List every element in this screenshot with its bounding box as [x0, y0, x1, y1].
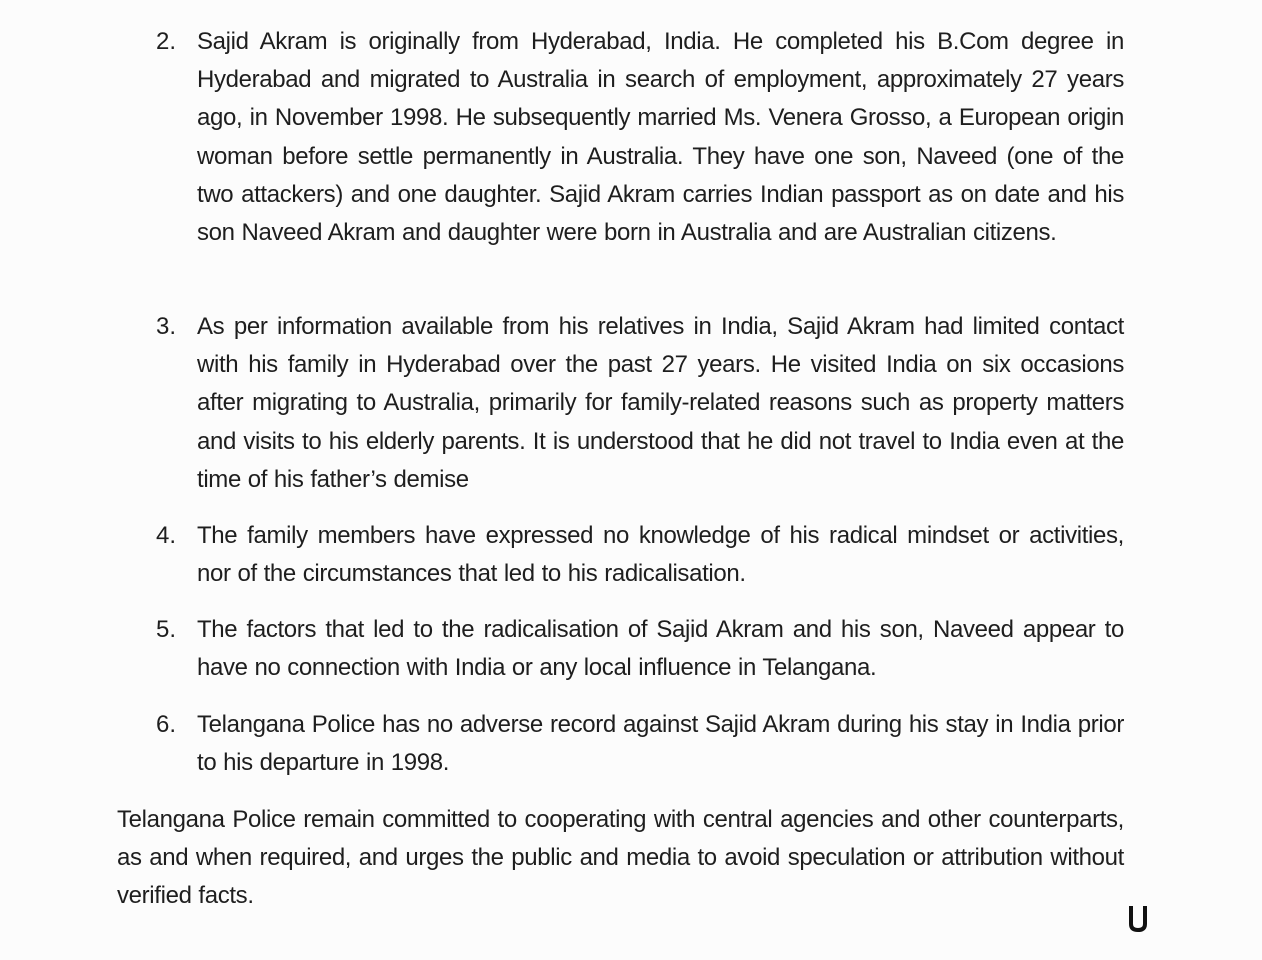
- item-number: 5.: [156, 616, 177, 643]
- scan-artifact-icon: [1128, 904, 1148, 932]
- list-item-4: [156, 517, 1124, 593]
- list-item-2: [156, 23, 1124, 252]
- item-number: 2.: [156, 28, 177, 55]
- item-text: The family members have expressed no knowledge of his radical mindset or activities, nor of the circumstances that led to his radicalisation.: [197, 522, 1124, 588]
- list-item-5: [156, 611, 1124, 687]
- item-text: As per information available from his relatives in India, Sajid Akram had limited contact with his family in Hyderabad over the past 27 years. He visited India on six occasions after migrating to Australia, primarily for family-related reasons such as property matters and visits to his elderly parents. It is understood that he did not travel to India even at the time of his father’s demise: [197, 313, 1124, 493]
- list-item-6: [156, 706, 1124, 782]
- item-number: 4.: [156, 522, 177, 549]
- closing-paragraph: Telangana Police remain committed to cooperating with central agencies and other counterparts, as and when required, and urges the public and media to avoid speculation or attribution without verified facts.: [117, 806, 1124, 910]
- item-text: Sajid Akram is originally from Hyderabad, India. He completed his B.Com degree in Hyderabad and migrated to Australia in search of employment, approximately 27 years ago, in November 1998. He subsequently married Ms. Venera Grosso, a European origin woman before settle permanently in Australia. They have one son, Naveed (one of the two attackers) and one daughter. Sajid Akram carries Indian passport as on date and his son Naveed Akram and daughter were born in Australia and are Australian citizens.: [197, 28, 1124, 247]
- list-item-3: [156, 308, 1124, 499]
- item-text: The factors that led to the radicalisation of Sajid Akram and his son, Naveed appear to have no connection with India or any local influence in Telangana.: [197, 616, 1124, 682]
- item-number: 6.: [156, 711, 177, 738]
- item-text: Telangana Police has no adverse record against Sajid Akram during his stay in India prior to his departure in 1998.: [197, 711, 1124, 777]
- item-number: 3.: [156, 313, 177, 340]
